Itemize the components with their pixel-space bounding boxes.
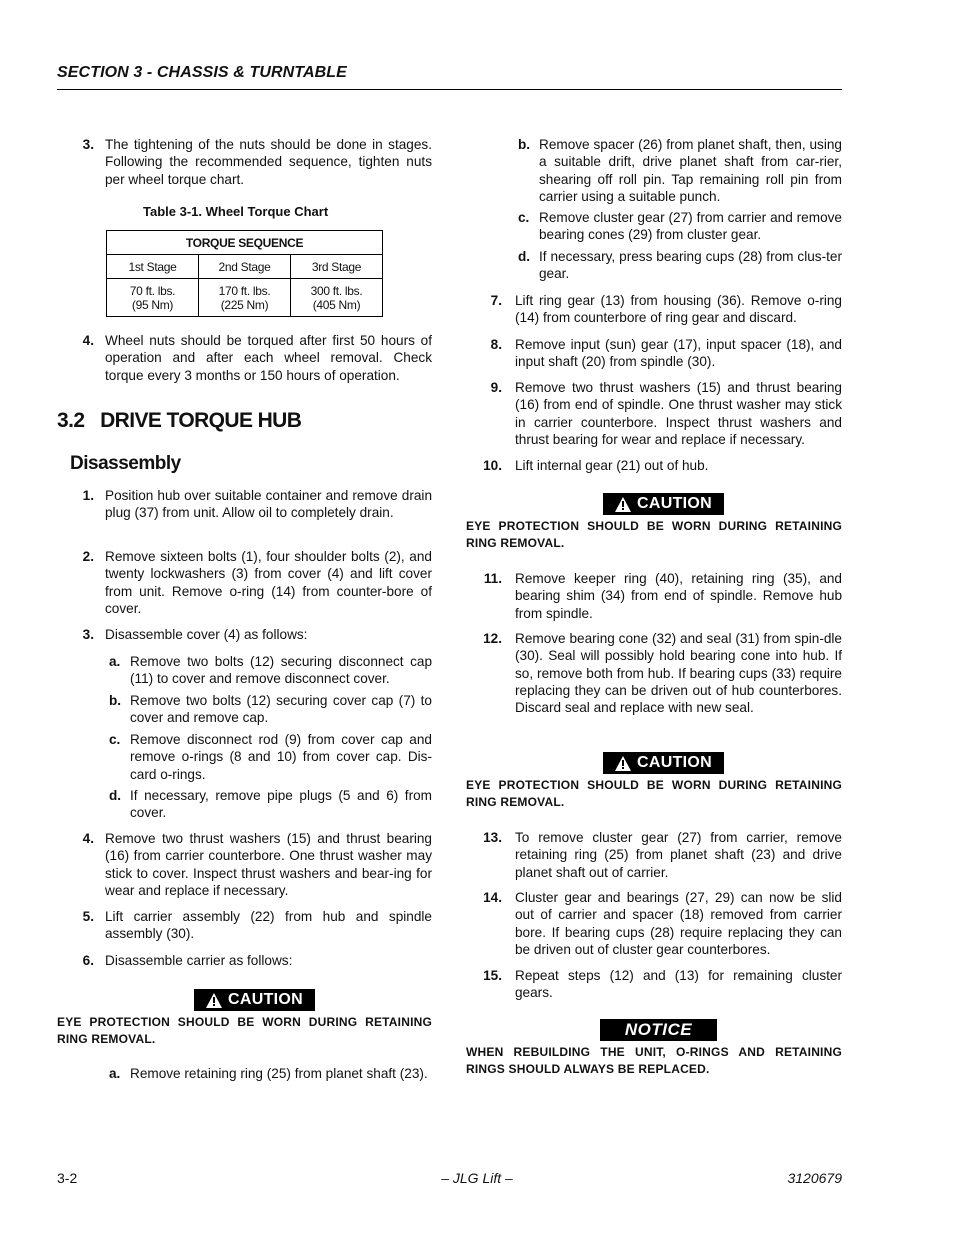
step-number: 9. xyxy=(490,380,502,395)
notice-banner xyxy=(600,1019,717,1041)
caution-banner xyxy=(603,493,724,515)
subsection-heading: Disassembly xyxy=(70,453,181,474)
substep-letter: b. xyxy=(518,137,531,152)
step-text: Lift carrier assembly (22) from hub and spindle assembly (30). xyxy=(105,909,432,942)
step-text: Remove input (sun) gear (17), input spacer (18), and input shaft (20) from spindle (30). xyxy=(515,337,842,370)
section-header: SECTION 3 - CHASSIS & TURNTABLE xyxy=(57,64,347,81)
step-number: 4. xyxy=(82,333,94,348)
torque-value-nm: (405 Nm) xyxy=(312,297,361,312)
torque-table xyxy=(106,230,383,317)
substep-text: Remove spacer (26) from planet shaft, then, using a suitable drift, drive planet shaft from car-rier, shearing off roll pin. Tap remaining roll pin from carrier using a suitable punch. xyxy=(539,137,842,204)
step-number: 7. xyxy=(490,293,502,308)
section-heading: 3.2 DRIVE TORQUE HUB xyxy=(57,409,302,432)
substep-text: If necessary, press bearing cups (28) from clus-ter gear. xyxy=(539,249,842,282)
table-header-3rd: 3rd Stage xyxy=(291,255,383,279)
step-text: Remove two thrust washers (15) and thrust bearing (16) from carrier counterbore. One thrust washer may stick to cover. Inspect thrust washers and bear-ing for wear and replace if necessary. xyxy=(105,831,432,898)
step-number: 13. xyxy=(483,830,502,845)
caution-banner xyxy=(194,989,315,1011)
notice-text: WHEN REBUILDING THE UNIT, O-RINGS AND RETAINING RINGS SHOULD ALWAYS BE REPLACED. xyxy=(466,1045,842,1076)
step-number: 2. xyxy=(82,549,94,564)
torque-value-nm: (225 Nm) xyxy=(220,297,269,312)
step-text: Position hub over suitable container and remove drain plug (37) from unit. Allow oil to completely drain. xyxy=(105,488,432,521)
substep-letter: a. xyxy=(109,654,121,669)
step-text: Remove bearing cone (32) and seal (31) from spin-dle (30). Seal will possibly hold bearing cone into hub. If so, remove both from hub. If bearing cups (33) require replacing they can be driven out of hub counterbores. Discard seal and replace with new seal. xyxy=(515,631,842,716)
substep-letter: a. xyxy=(109,1066,121,1081)
step-number: 15. xyxy=(483,968,502,983)
step-text: Disassemble carrier as follows: xyxy=(105,953,293,968)
caution-label: CAUTION xyxy=(637,495,712,512)
step-text: Wheel nuts should be torqued after first 50 hours of operation and after each wheel removal. Check torque every 3 months or 150 hours of operation. xyxy=(105,333,432,383)
document-number: 3120679 xyxy=(787,1170,842,1186)
step-number: 12. xyxy=(483,631,502,646)
warning-icon xyxy=(615,497,631,512)
step-text: Disassemble cover (4) as follows: xyxy=(105,627,308,642)
substep-text: Remove retaining ring (25) from planet shaft (23). xyxy=(130,1066,428,1081)
header-rule xyxy=(57,89,842,90)
notice-label: NOTICE xyxy=(624,1020,693,1039)
substep-text: If necessary, remove pipe plugs (5 and 6) from cover. xyxy=(130,788,432,821)
substep-text: Remove two bolts (12) securing cover cap (7) to cover and remove cap. xyxy=(130,693,432,726)
substep-letter: c. xyxy=(109,732,121,747)
substep-letter: c. xyxy=(518,210,530,225)
step-number: 3. xyxy=(82,137,94,152)
caution-banner xyxy=(603,752,724,774)
torque-value-ftlbs: 70 ft. lbs. xyxy=(129,283,176,298)
torque-value-ftlbs: 170 ft. lbs. xyxy=(218,283,271,298)
table-header-2nd: 2nd Stage xyxy=(199,255,291,279)
table-cell xyxy=(291,279,383,317)
step-text: To remove cluster gear (27) from carrier, remove retaining ring (25) from planet shaft (23) and drive planet shaft out of carrier. xyxy=(515,830,842,880)
step-number: 3. xyxy=(82,627,94,642)
substep-text: Remove disconnect rod (9) from cover cap and remove o-rings (8 and 10) from cover cap. Dis-card o-rings. xyxy=(130,732,432,782)
step-number: 4. xyxy=(82,831,94,846)
step-text: Lift internal gear (21) out of hub. xyxy=(515,458,709,473)
table-header-1st: 1st Stage xyxy=(107,255,199,279)
step-number: 14. xyxy=(483,890,502,905)
table-cell xyxy=(107,279,199,317)
step-text: Lift ring gear (13) from housing (36). Remove o-ring (14) from counterbore of ring gear and discard. xyxy=(515,293,842,326)
caution-label: CAUTION xyxy=(637,754,712,771)
footer-brand: – JLG Lift – xyxy=(441,1170,513,1186)
substep-letter: b. xyxy=(109,693,122,708)
caution-text: EYE PROTECTION SHOULD BE WORN DURING RETAINING RING REMOVAL. xyxy=(57,1015,432,1046)
step-text: Remove keeper ring (40), retaining ring (35), and bearing shim (34) from end of spindle. Remove hub from spindle. xyxy=(515,571,842,621)
step-text: The tightening of the nuts should be done in stages. Following the recommended sequence, tighten nuts per wheel torque chart. xyxy=(105,137,432,187)
caution-text: EYE PROTECTION SHOULD BE WORN DURING RETAINING RING REMOVAL. xyxy=(466,778,842,809)
step-text: Remove sixteen bolts (1), four shoulder bolts (2), and twenty lockwashers (3) from cover (4) and lift cover from unit. Remove o-ring (14) from counter-bore of cover. xyxy=(105,549,432,616)
step-number: 1. xyxy=(82,488,94,503)
substep-text: Remove two bolts (12) securing disconnect cap (11) to cover and remove disconnect cover. xyxy=(130,654,432,687)
substep-letter: d. xyxy=(109,788,122,803)
step-text: Repeat steps (12) and (13) for remaining cluster gears. xyxy=(515,968,842,1001)
table-cell xyxy=(199,279,291,317)
torque-value-nm: (95 Nm) xyxy=(131,297,174,312)
step-number: 8. xyxy=(490,337,502,352)
substep-letter: d. xyxy=(518,249,531,264)
step-number: 11. xyxy=(483,571,502,586)
torque-value-ftlbs: 300 ft. lbs. xyxy=(310,283,363,298)
step-number: 5. xyxy=(82,909,94,924)
step-text: Cluster gear and bearings (27, 29) can now be slid out of carrier and spacer (18) removed from carrier bore. If bearing cups (28) require replacing they can be driven out of cluster gear counterbores. xyxy=(515,890,842,957)
caution-text: EYE PROTECTION SHOULD BE WORN DURING RETAINING RING REMOVAL. xyxy=(466,519,842,550)
torque-table-title: TORQUE SEQUENCE xyxy=(107,231,383,255)
warning-icon xyxy=(615,756,631,771)
caution-label: CAUTION xyxy=(228,991,303,1008)
substep-text: Remove cluster gear (27) from carrier and remove bearing cones (29) from cluster gear. xyxy=(539,210,842,243)
warning-icon xyxy=(206,993,222,1008)
page-number: 3-2 xyxy=(57,1170,78,1186)
step-number: 6. xyxy=(82,953,94,968)
table-caption: Table 3-1. Wheel Torque Chart xyxy=(143,204,329,219)
step-text: Remove two thrust washers (15) and thrust bearing (16) from end of spindle. One thrust washer may stick in carrier counterbore. Inspect thrust washers and thrust bearing for wear and replace if necessary. xyxy=(515,380,842,447)
step-number: 10. xyxy=(483,458,502,473)
